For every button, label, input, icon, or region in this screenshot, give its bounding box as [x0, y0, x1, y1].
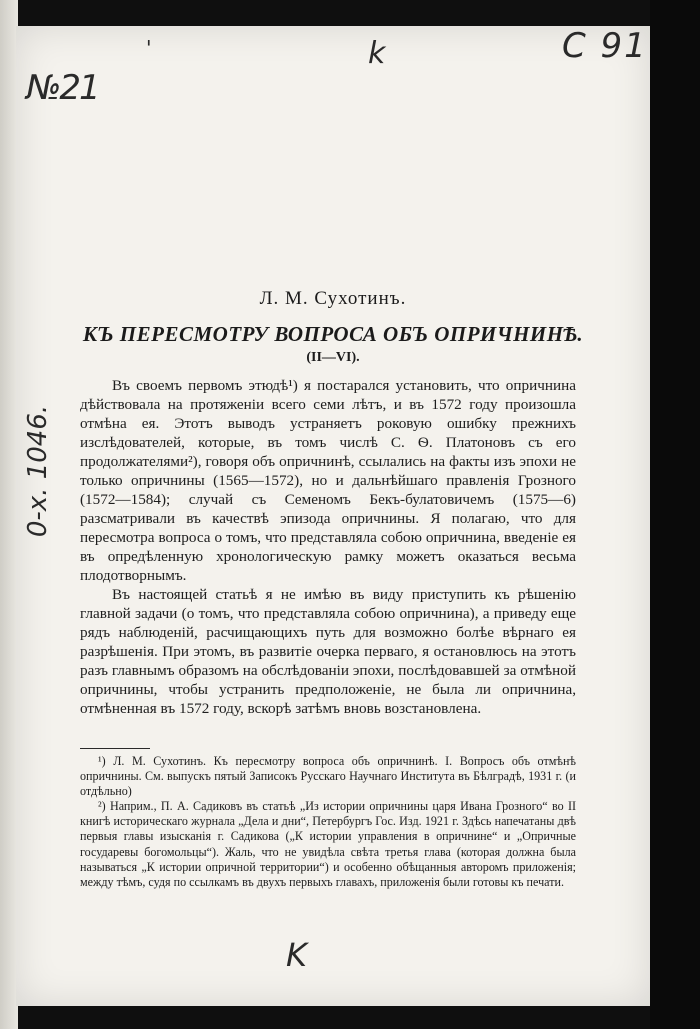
handwritten-shelf-code: C 91: [562, 26, 648, 66]
footnote-divider: [80, 748, 150, 749]
author-name: Л. М. Сухотинъ.: [259, 288, 407, 309]
handwritten-mark-top: k: [368, 36, 386, 71]
scan-background: [650, 0, 700, 1029]
document-page: [16, 26, 650, 1006]
body-paragraph: Въ настоящей статьѣ я не имѣю въ виду приступить къ рѣшенію главной задачи (о томъ, что представляла собою опричнина), а приведу еще рядъ наблюденій, расчищающихъ путь для возможно болѣе вѣрнаго ея разрѣшенія. При этомъ, въ развитіе очерка перваго, я остановлюсь на этотъ разъ главнымъ образомъ на обслѣдованіи эпохи, послѣдовавшей за отмѣной опричнины, чтобы устранить предположеніе, не была ли опричнина, отмѣненная въ 1572 году, вскорѣ затѣмъ вновь возстановлена.: [80, 586, 576, 717]
handwritten-dot: ': [146, 36, 152, 60]
article-title: КЪ ПЕРЕСМОТРУ ВОПРОСА ОБЪ ОПРИЧНИНѢ.: [82, 322, 584, 346]
footnotes: [80, 754, 576, 890]
handwritten-mark-bottom: K: [286, 936, 307, 974]
article-subtitle: (II—VI).: [306, 350, 360, 365]
body-paragraph: Въ своемъ первомъ этюдѣ¹) я постарался установить, что опричнина дѣйствовала на протяженіи всего семи лѣтъ, и въ 1572 году произошла отмѣна ея. Этотъ выводъ устраняетъ роковую ошибку прежнихъ изслѣдователей, которые, въ томъ числѣ С. Ѳ. Платоновъ съ его продолжателями²), говоря объ опричнинѣ, ссылались на факты изъ эпохи не только опричнины (1565—1572), но и дальнѣйшаго правленія Грозного (1572—1584); случай съ Семеномъ Бекъ-булатовичемъ (1575—6) разсматривали въ качествѣ эпизода опричнины. Я полагаю, что для пересмотра вопроса о томъ, что представляла собою опричнина, введеніе ея въ опредѣленную хронологическую рамку можетъ оказаться весьма плодотворнымъ.: [80, 377, 576, 584]
footnote: ²) Наприм., П. А. Садиковъ въ статьѣ „Из истории опричнины царя Ивана Грозного“ во II книгѣ историческаго журнала „Дела и дни“, Петербургъ Гос. Изд. 1921 г. Здѣсь напечатаны двѣ первыя главы изысканія г. Садикова („К истории управления в опричнине“ и „Опричные государевы богомольцы“). Жаль, что не увидѣла свѣта третья глава (которая должна была называться „К истории опричной территории“) и особенно обѣщанныя авторомъ приложенія; между тѣмъ, судя по ссылкамъ въ двухъ первыхъ главахъ, приложенія были готовы къ печати.: [80, 799, 576, 889]
handwritten-side-code: 0-x. 1046.: [23, 404, 53, 538]
footnote: ¹) Л. М. Сухотинъ. Къ пересмотру вопроса объ опричнинѣ. I. Вопросъ объ отмѣнѣ опричнины. См. выпускъ пятый Записокъ Русскаго Научнаго Института въ Бѣлградѣ, 1931 г. (и отдѣльно): [80, 754, 576, 799]
article-body: [80, 376, 576, 718]
handwritten-number: №21: [26, 68, 99, 108]
